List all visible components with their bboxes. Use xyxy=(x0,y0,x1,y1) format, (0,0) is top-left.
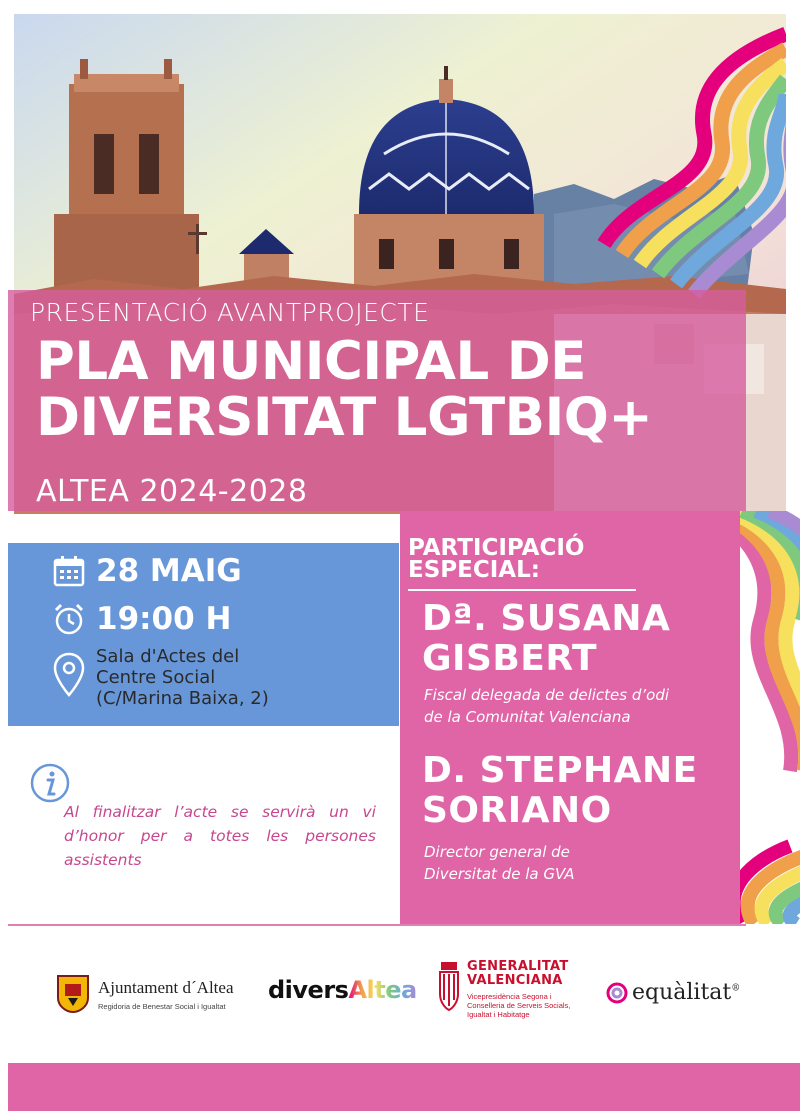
event-info-block xyxy=(8,543,399,726)
equalitat-wordmark xyxy=(632,980,740,1005)
speaker-2-name xyxy=(422,751,698,831)
content-divider xyxy=(8,924,746,926)
speakers-panel xyxy=(400,511,740,924)
registered-mark: ® xyxy=(731,983,741,994)
divers-prefix: divers xyxy=(268,976,349,1004)
speaker-2-role-line-1: Director general de xyxy=(424,843,570,861)
time-row xyxy=(52,601,231,637)
speaker-2-role xyxy=(424,841,574,885)
kicker-text: PRESENTACIÓ AVANTPROJECTE xyxy=(30,298,430,327)
main-title-line-1: PLA MUNICIPAL DE xyxy=(36,331,586,392)
calendar-icon xyxy=(52,554,86,588)
event-date: 28 MAIG xyxy=(96,553,242,589)
location-pin-icon xyxy=(52,652,86,698)
equalitat-mark-icon xyxy=(606,982,628,1004)
speakers-heading-line-1: PARTICIPACIÓ xyxy=(408,535,585,561)
venue-address xyxy=(96,646,269,709)
event-time: 19:00 H xyxy=(96,601,232,637)
speaker-1-role xyxy=(424,684,669,728)
logo-ajuntament-altea xyxy=(56,974,234,1014)
altea-name: Ajuntament d´Altea xyxy=(98,977,234,997)
speaker-1-role-line-1: Fiscal delegada de delictes d’odi xyxy=(424,686,670,704)
reception-note: Al finalitzar l’acte se servirà un vi d’honor per a totes les persones assistents xyxy=(64,803,376,869)
gva-name-line-1: GENERALITAT xyxy=(467,959,569,974)
date-row xyxy=(52,553,242,589)
info-icon xyxy=(30,763,70,803)
speakers-heading xyxy=(408,537,584,581)
speaker-2-name-line-1: D. STEPHANE xyxy=(422,750,698,791)
equalitat-text: equàlitat xyxy=(632,980,732,1005)
altea-subtitle: Regidoria de Benestar Social i Igualtat xyxy=(98,1001,226,1011)
venue-line-1: Sala d'Actes del xyxy=(96,646,240,667)
gva-sub-line-1: Vicepresidència Segona i xyxy=(467,992,552,1001)
speakers-heading-line-2: ESPECIAL: xyxy=(408,557,540,583)
footer-bar xyxy=(8,1063,800,1111)
gva-name-line-2: VALENCIANA xyxy=(467,973,563,988)
venue-line-3: (C/Marina Baixa, 2) xyxy=(96,688,269,709)
logo-generalitat-valenciana xyxy=(437,960,570,1019)
gva-sub-line-2: Conselleria de Serveis Socials, xyxy=(467,1001,571,1010)
gva-department xyxy=(467,992,570,1019)
speaker-1-role-line-2: de la Comunitat Valenciana xyxy=(424,708,631,726)
sponsor-logos xyxy=(0,950,800,1050)
logo-diversaltea xyxy=(268,976,417,1004)
main-title-line-2: DIVERSITAT LGTBIQ+ xyxy=(36,387,653,448)
venue-row xyxy=(52,646,269,709)
period-text: ALTEA 2024-2028 xyxy=(36,474,308,509)
speaker-2-name-line-2: SORIANO xyxy=(422,790,612,831)
main-title xyxy=(36,331,653,448)
speaker-2-role-line-2: Diversitat de la GVA xyxy=(424,865,575,883)
speakers-divider xyxy=(408,589,636,591)
speaker-1-name-line-2: GISBERT xyxy=(422,638,598,679)
divers-suffix: Altea xyxy=(348,976,417,1004)
gva-emblem-icon xyxy=(437,960,461,1012)
altea-shield-icon xyxy=(56,974,90,1014)
speaker-1-name-line-1: Dª. SUSANA xyxy=(422,598,671,639)
speaker-1-name xyxy=(422,599,670,679)
gva-sub-line-3: Igualtat i Habitatge xyxy=(467,1010,530,1019)
alarm-clock-icon xyxy=(52,602,86,636)
logo-equalitat xyxy=(606,980,740,1005)
venue-line-2: Centre Social xyxy=(96,667,216,688)
title-block xyxy=(8,290,746,511)
